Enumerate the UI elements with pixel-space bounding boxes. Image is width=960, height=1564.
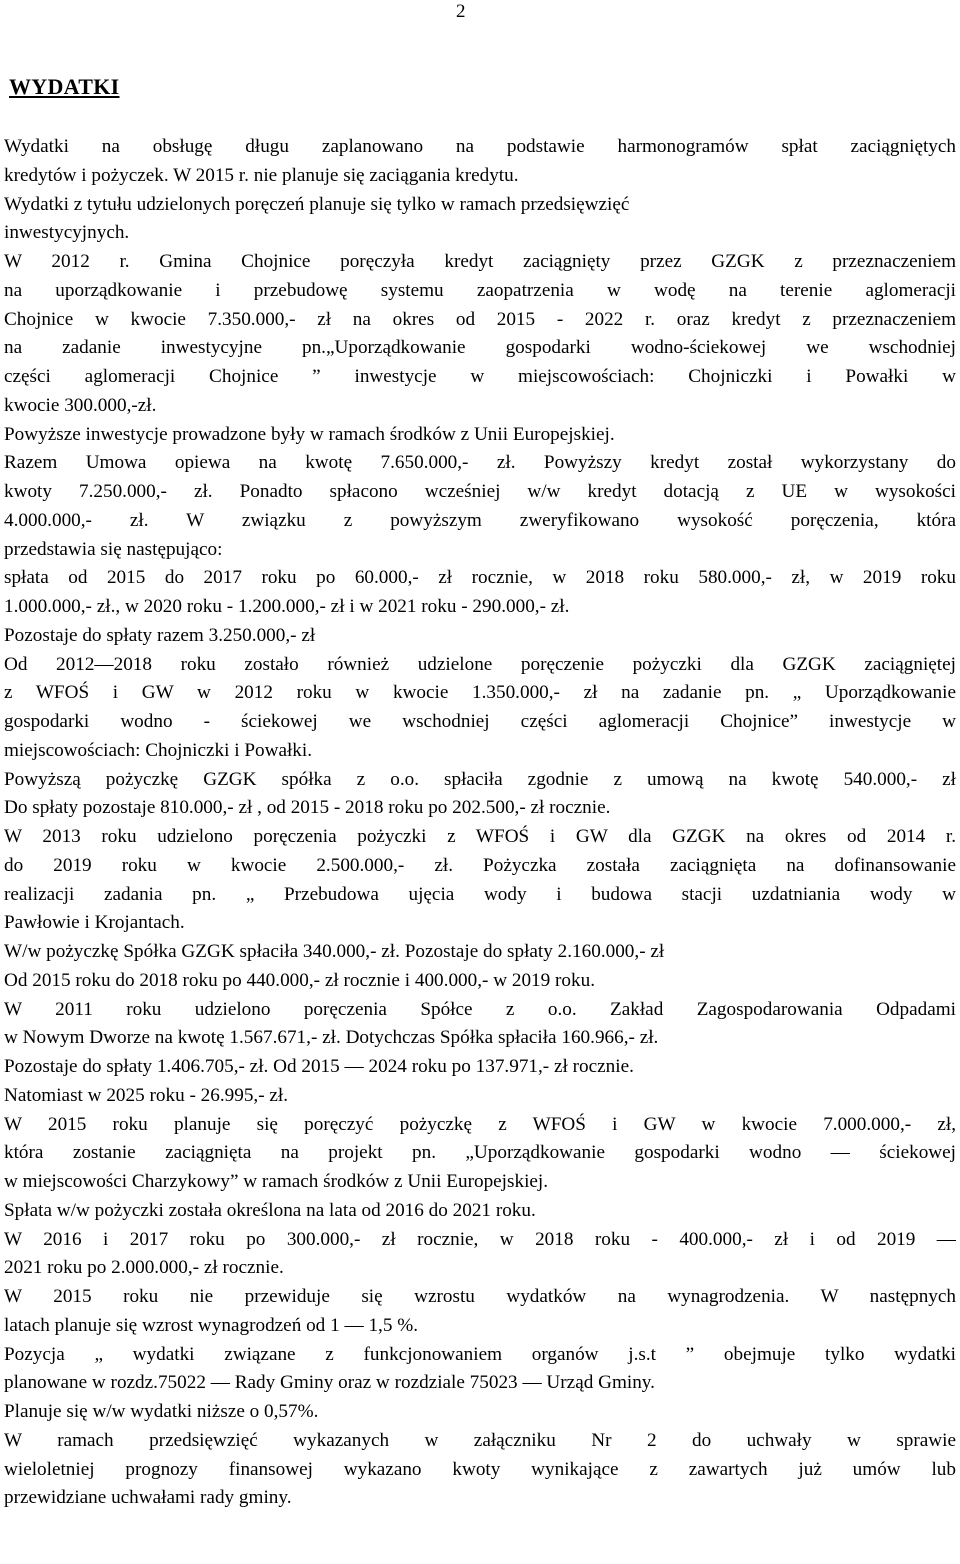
text-line: 2021 roku po 2.000.000,- zł rocznie. [4, 1257, 284, 1279]
text-line: Od 2015 roku do 2018 roku po 440.000,- zł rocznie i 400.000,- w 2019 roku. [4, 969, 595, 991]
text-line: do 2019 roku w kwocie 2.500.000,- zł. Pożyczka została zaciągnięta na dofinansowanie [4, 854, 956, 876]
text-line: W 2012 r. Gmina Chojnice poręczyła kredyt zaciągnięty przez GZGK z przeznaczeniem [4, 251, 956, 272]
text-line: planowane w rozdz.75022 — Rady Gminy oraz w rozdziale 75023 — Urząd Gminy. [4, 1372, 655, 1394]
text-line: W/w pożyczkę Spółka GZGK spłaciła 340.000,- zł. Pozostaje do spłaty 2.160.000,- zł [4, 941, 665, 962]
text-line: wieloletniej prognozy finansowej wykazano kwoty wynikające z zawartych już umów lub [4, 1458, 956, 1480]
text-line: kwocie 300.000,-zł. [4, 394, 157, 416]
text-line: przewidziane uchwałami rady gminy. [4, 1487, 292, 1509]
text-line: Pozycja „ wydatki związane z funkcjonowaniem organów j.s.t ” obejmuje tylko wydatki [4, 1343, 956, 1365]
text-line: 4.000.000,- zł. W związku z powyższym zweryfikowano wysokość poręczenia, która [4, 509, 956, 531]
text-line: która zostanie zaciągnięta na projekt pn. „Uporządkowanie gospodarki wodno — ściekowej [4, 1142, 956, 1164]
text-line: Spłata w/w pożyczki została określona na lata od 2016 do 2021 roku. [4, 1199, 536, 1221]
text-line: Wydatki z tytułu udzielonych poręczeń planuje się tylko w ramach przedsięwzięć [4, 193, 630, 215]
text-line: kwoty 7.250.000,- zł. Ponadto spłacono wcześniej w/w kredyt dotacją z UE w wysokości [4, 481, 956, 502]
body-text [4, 133, 956, 1513]
text-line: Od 2012—2018 roku zostało również udzielone poręczenie pożyczki dla GZGK zaciągniętej [4, 653, 956, 675]
text-line: Natomiast w 2025 roku - 26.995,- zł. [4, 1084, 289, 1106]
text-line: z WFOŚ i GW w 2012 roku w kwocie 1.350.000,- zł na zadanie pn. „ Uporządkowanie [4, 682, 956, 704]
text-line: W ramach przedsięwzięć wykazanych w załączniku Nr 2 do uchwały w sprawie [4, 1429, 956, 1451]
text-line: inwestycyjnych. [4, 222, 130, 244]
text-line: 1.000.000,- zł., w 2020 roku - 1.200.000,- zł i w 2021 roku - 290.000,- zł. [4, 596, 570, 617]
text-line: latach planuje się wzrost wynagrodzeń od 1 — 1,5 %. [4, 1314, 419, 1336]
text-line: na zadanie inwestycyjne pn.„Uporządkowanie gospodarki wodno-ściekowej we wschodniej [4, 337, 956, 359]
text-line: Pozostaje do spłaty 1.406.705,- zł. Od 2015 — 2024 roku po 137.971,- zł rocznie. [4, 1056, 634, 1077]
text-line: Pawłowie i Krojantach. [4, 912, 185, 934]
text-line: spłata od 2015 do 2017 roku po 60.000,- zł rocznie, w 2018 roku 580.000,- zł, w 2019 roku [4, 567, 956, 589]
text-line: Razem Umowa opiewa na kwotę 7.650.000,- zł. Powyższy kredyt został wykorzystany do [4, 452, 956, 474]
text-line: Powyższe inwestycje prowadzone były w ramach środków z Unii Europejskiej. [4, 423, 615, 445]
text-line: części aglomeracji Chojnice ” inwestycje w miejscowościach: Chojniczki i Powałki w [4, 366, 956, 387]
text-line: w miejscowości Charzykowy” w ramach środków z Unii Europejskiej. [4, 1171, 549, 1192]
text-line: W 2015 roku planuje się poręczyć pożyczkę z WFOŚ i GW w kwocie 7.000.000,- zł, [4, 1113, 956, 1135]
text-line: realizacji zadania pn. „ Przebudowa ujęcia wody i budowa stacji uzdatniania wody w [4, 883, 956, 905]
text-line: przedstawia się następująco: [4, 538, 223, 560]
text-line: kredytów i pożyczek. W 2015 r. nie planuje się zaciągania kredytu. [4, 164, 519, 186]
text-line: Chojnice w kwocie 7.350.000,- zł na okres od 2015 - 2022 r. oraz kredyt z przeznaczeniem [4, 308, 956, 330]
text-line: W 2016 i 2017 roku po 300.000,- zł rocznie, w 2018 roku - 400.000,- zł i od 2019 — [4, 1228, 956, 1250]
text-line: W 2011 roku udzielono poręczenia Spółce z o.o. Zakład Zagospodarowania Odpadami [4, 998, 956, 1020]
text-line: miejscowościach: Chojniczki i Powałki. [4, 739, 313, 761]
text-line: w Nowym Dworze na kwotę 1.567.671,- zł. Dotychczas Spółka spłaciła 160.966,- zł. [4, 1027, 659, 1049]
text-line: na uporządkowanie i przebudowę systemu zaopatrzenia w wodę na terenie aglomeracji [4, 279, 956, 301]
text-line: W 2015 roku nie przewiduje się wzrostu wydatków na wynagrodzenia. W następnych [4, 1286, 956, 1307]
section-heading: WYDATKI [9, 74, 120, 99]
text-line: Powyższą pożyczkę GZGK spółka z o.o. spłaciła zgodnie z umową na kwotę 540.000,- zł [4, 768, 956, 790]
text-line: Planuje się w/w wydatki niższe o 0,57%. [4, 1401, 319, 1422]
text-line: gospodarki wodno - ściekowej we wschodniej części aglomeracji Chojnice” inwestycje w [4, 711, 956, 732]
page-number: 2 [456, 1, 466, 22]
text-line: W 2013 roku udzielono poręczenia pożyczki z WFOŚ i GW dla GZGK na okres od 2014 r. [4, 826, 956, 847]
text-line: Pozostaje do spłaty razem 3.250.000,- zł [4, 624, 316, 646]
text-line: Do spłaty pozostaje 810.000,- zł , od 2015 - 2018 roku po 202.500,- zł rocznie. [4, 797, 611, 819]
text-line: Wydatki na obsługę długu zaplanowano na podstawie harmonogramów spłat zaciągniętych [4, 136, 956, 157]
